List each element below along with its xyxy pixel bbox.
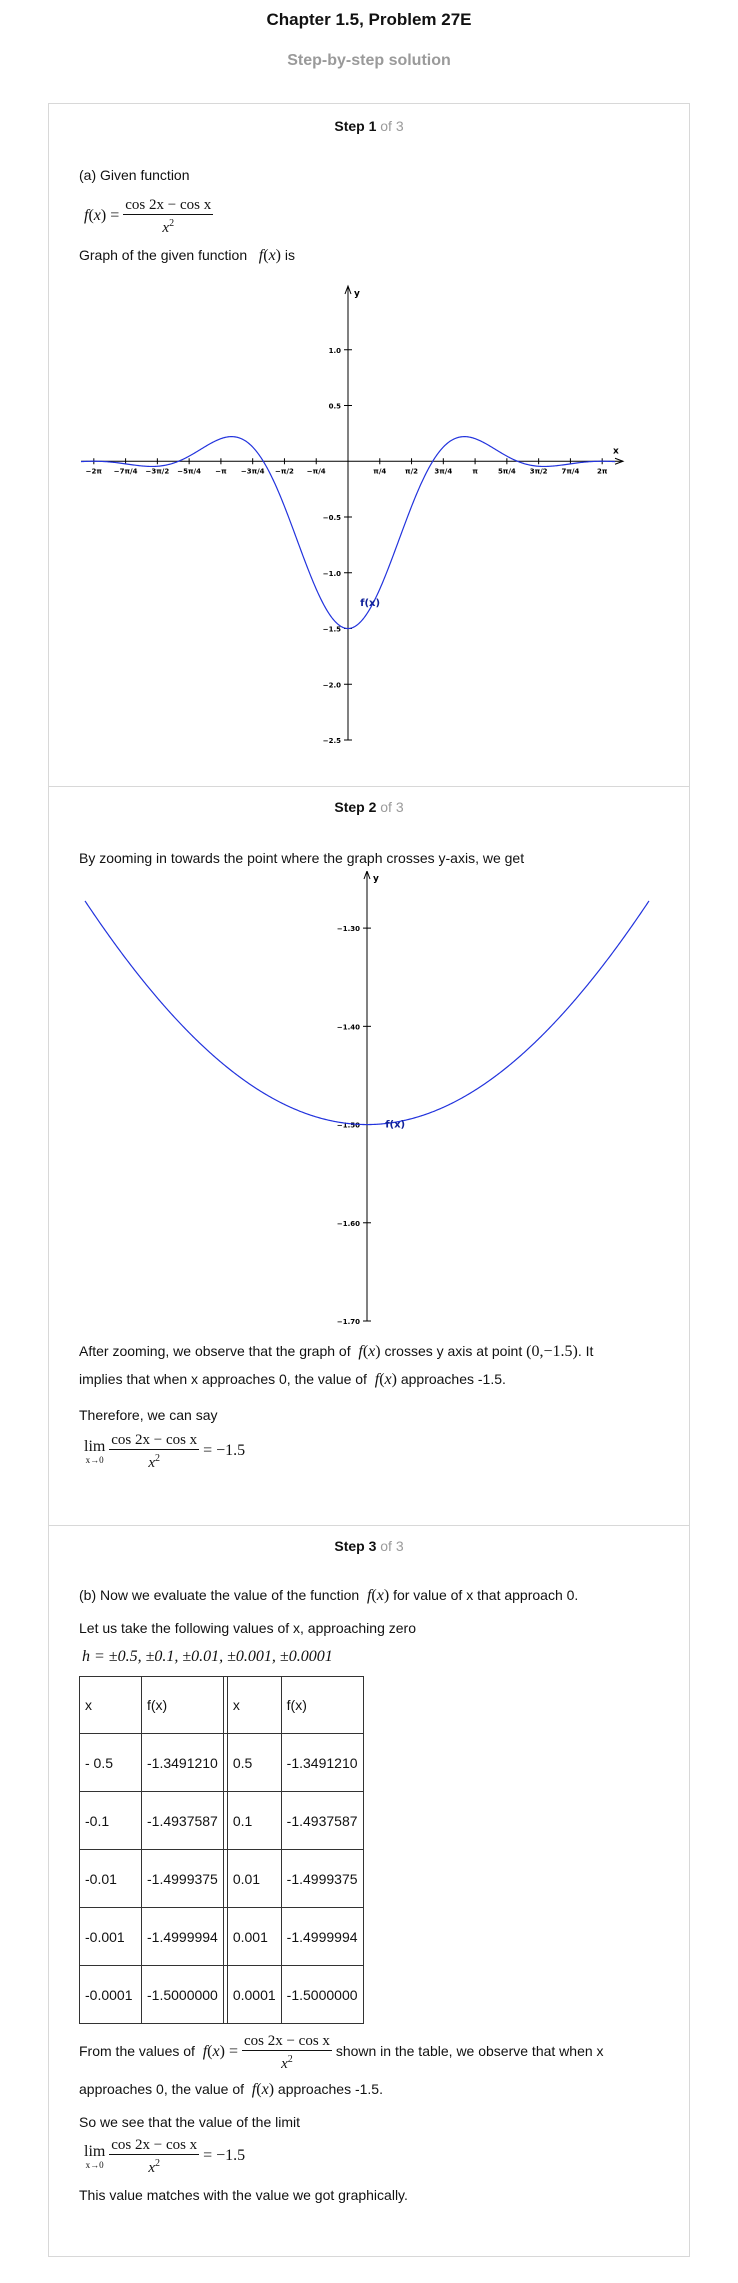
table-header: x [80,1677,142,1734]
table-header: x [227,1677,281,1734]
table-row [80,1850,364,1908]
y-tick-label: −1.0 [322,569,341,578]
step-1-card [48,103,690,788]
table-cell: -1.4937587 [142,1792,224,1850]
therefore-text: Therefore, we can say [79,1407,218,1423]
x-tick-label: −7π/4 [113,467,138,476]
let-us-text: Let us take the following values of x, approaching zero [79,1620,416,1636]
graph-intro-text: Graph of the given function f(x) is [79,247,296,264]
y-tick-label: −1.30 [336,925,360,934]
from-fraction: $\frac{\text{cos 2x − cos x}}{x^2}$ [243,2033,330,2072]
limit-result: = −1.5 [203,2147,246,2165]
step-label: Step 2 [334,799,377,815]
table-header: f(x) [142,1677,224,1734]
step-2-heading [49,799,689,815]
table-row [80,1908,364,1966]
table-cell: 0.001 [227,1908,281,1966]
table-row [80,1792,364,1850]
table-cell: -1.4999375 [142,1850,224,1908]
step-label: Step 1 [334,118,377,134]
limit-fraction: $\frac{\text{cos 2x − cos x}}{x^2}$ [111,2137,198,2176]
step-3-card [48,1525,690,2257]
x-tick-label: −3π/4 [240,467,265,476]
table-cell: -0.001 [80,1908,142,1966]
table-cell: 0.5 [227,1734,281,1792]
lim-operator: lim x→0 [84,1437,106,1465]
function-graph [49,274,689,754]
y-tick-label: −1.40 [336,1023,360,1032]
curve-label: f(x) [360,598,381,610]
y-tick-label: 0.5 [328,402,341,411]
step-label: Step 3 [334,1538,377,1554]
curve-label: f(x) [385,1119,406,1131]
y-axis-label: y [373,874,379,884]
x-tick-label: 5π/4 [497,467,516,476]
h-values: h = ±0.5, ±0.1, ±0.01, ±0.001, ±0.0001 [82,1648,333,1665]
x-tick-label: π/4 [373,467,387,476]
given-text: (a) Given function [79,167,190,183]
zoom-text: By zooming in towards the point where the graph crosses y-axis, we get [79,850,525,866]
y-tick-label: −2.0 [322,681,341,690]
function-fraction [123,196,213,237]
y-tick-label: −1.5 [322,625,341,634]
step-of: of 3 [380,1538,404,1554]
x-axis-label: x [613,446,619,457]
page-title: Chapter 1.5, Problem 27E [266,10,472,29]
table-cell: -1.5000000 [142,1966,224,2024]
y-tick-label: −0.5 [322,514,341,522]
fraction-denominator: $x^2$ [162,218,175,236]
x-tick-label: 7π/4 [561,467,580,476]
table-cell: 0.01 [227,1850,281,1908]
zoomed-graph [49,871,689,1331]
table-cell: -1.4999994 [142,1908,224,1966]
table-cell: -0.1 [80,1792,142,1850]
approaches-text: approaches 0, the value of f(x) approaches -1.5. [79,2081,383,2098]
matches-text: This value matches with the value we got graphically. [79,2187,408,2203]
y-tick-label: 1.0 [328,346,341,355]
table-row [80,1966,364,2024]
x-tick-label: −3π/2 [145,467,170,476]
step-of: of 3 [380,799,404,815]
y-tick-label: −2.5 [322,737,341,745]
table-cell: - 0.5 [80,1734,142,1792]
intro-text: (b) Now we evaluate the value of the function f(x) for value of x that approach 0. [79,1587,579,1604]
table-row [80,1734,364,1792]
limit-fraction: $\frac{\text{cos 2x − cos x}}{x^2}$ [111,1432,198,1471]
y-tick-label: −1.50 [336,1121,360,1130]
implies-text: implies that when x approaches 0, the value of f(x) approaches -1.5. [79,1371,506,1388]
x-tick-label: π/2 [405,467,419,476]
y-tick-label: −1.70 [336,1318,360,1326]
x-tick-label: −π/4 [306,467,326,476]
so-we-see-text: So we see that the value of the limit [79,2114,301,2130]
table-cell: -1.3491210 [281,1734,363,1792]
step-3-heading [49,1538,689,1554]
table-cell: 0.1 [227,1792,281,1850]
y-axis-label: y [354,289,360,299]
lim-operator: lim x→0 [84,2142,106,2170]
table-cell: -0.0001 [80,1966,142,2024]
limit-result: = −1.5 [203,1442,246,1460]
x-tick-label: 3π/2 [529,467,548,476]
x-tick-label: −π/2 [275,467,294,476]
step-1-heading [49,118,689,134]
limit-expression-2 [84,2136,245,2177]
values-table [79,1676,364,2024]
table-cell: -1.4999375 [281,1850,363,1908]
table-cell: -0.01 [80,1850,142,1908]
x-tick-label: 2π [596,467,608,476]
x-tick-label: −2π [85,467,102,476]
x-tick-label: −5π/4 [177,467,201,476]
from-values-text: From the values of f(x) = $\frac{\text{cos 2x − cos x}}{x^2}$ shown in the table, we observe that when x [79,2033,604,2072]
function-definition: f(x) = $\frac{\text{cos 2x − cos x}}{x^2}$ [84,197,212,236]
y-tick-label: −1.60 [336,1219,360,1228]
table-cell: -1.4999994 [281,1908,363,1966]
table-cell: -1.3491210 [142,1734,224,1792]
page-subtitle: Step-by-step solution [287,52,451,69]
table-cell: 0.0001 [227,1966,281,2024]
x-tick-label: 3π/4 [434,467,453,476]
after-zoom-text: After zooming, we observe that the graph of f(x) crosses y axis at point (0,−1.5). It [79,1343,594,1360]
step-of: of 3 [380,118,404,134]
table-cell: -1.4937587 [281,1792,363,1850]
step-2-card [48,786,690,1527]
table-cell: -1.5000000 [281,1966,363,2024]
limit-expression [84,1431,245,1472]
x-tick-label: −π [215,467,227,476]
fraction-numerator: cos 2x − cos x [125,197,212,213]
table-header-row [80,1677,364,1734]
x-tick-label: π [472,467,478,476]
table-header: f(x) [281,1677,363,1734]
fx-symbol: f [84,207,89,225]
